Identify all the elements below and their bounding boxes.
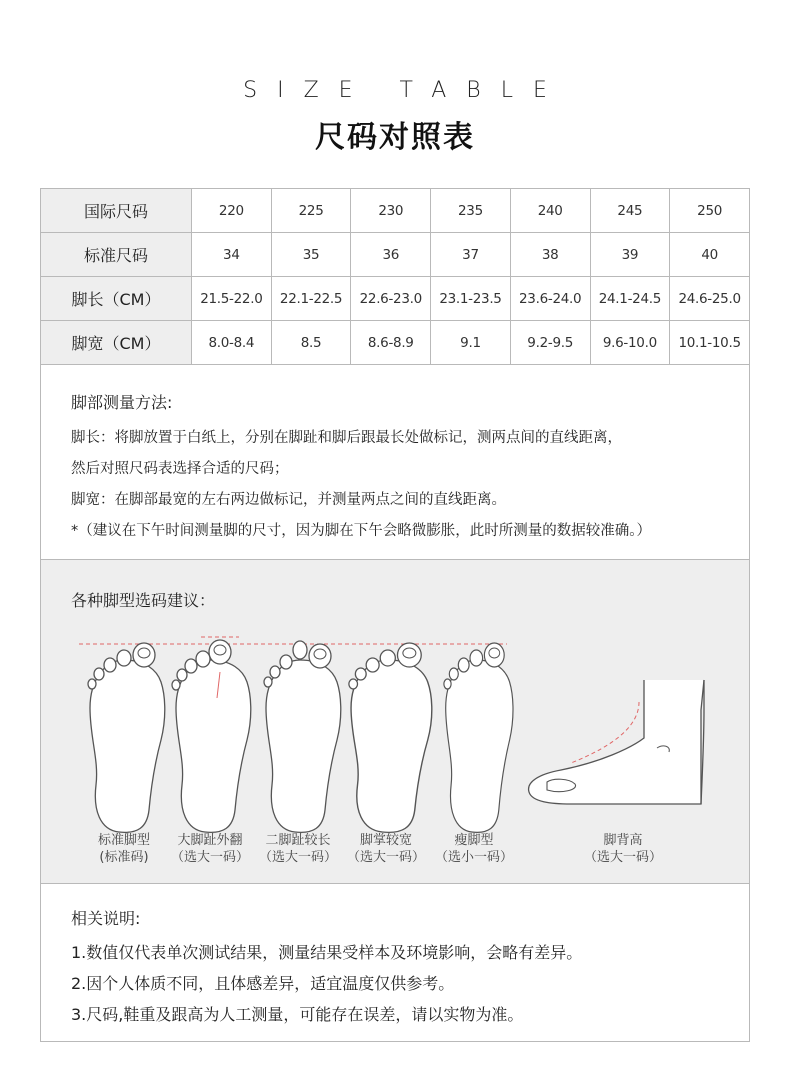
table-cell: 24.6-25.0 [670,277,750,321]
foot-type-advice: （选小一码） [434,850,514,865]
foot-type-name: 大脚趾外翻 [177,833,243,848]
note-line: 2.因个人体质不同，且体感差异，适宜温度仅供参考。 [71,974,455,993]
note-line: 1.数值仅代表单次测试结果，测量结果受样本及环境影响，会略有差异。 [71,943,583,962]
table-cell: 245 [590,189,670,233]
measurement-line: 脚宽：在脚部最宽的左右两边做标记，并测量两点之间的直线距离。 [71,492,506,508]
table-cell: 8.0-8.4 [192,321,272,365]
foot-type-name: 标准脚型 [97,833,151,848]
table-cell: 9.6-10.0 [590,321,670,365]
table-cell: 10.1-10.5 [670,321,750,365]
foot-type-advice: （选大一码） [346,850,426,865]
table-cell: 21.5-22.0 [192,277,272,321]
table-cell: 37 [431,233,511,277]
table-cell: 36 [351,233,431,277]
row-label: 国际尺码 [41,189,192,233]
foot-types-title: 各种脚型选码建议： [71,591,216,610]
foot-type-name: 脚掌较宽 [359,833,413,848]
notes-title: 相关说明: [71,909,141,928]
table-cell: 235 [431,189,511,233]
measurement-line: *（建议在下午时间测量脚的尺寸，因为脚在下午会略微膨胀，此时所测量的数据较准确。） [71,523,651,539]
table-cell: 34 [192,233,272,277]
foot-type-name: 二脚趾较长 [265,833,331,848]
foot-type-advice: （选大一码） [170,850,250,865]
table-cell: 22.1-22.5 [271,277,351,321]
row-label: 脚宽（CM） [41,321,192,365]
table-cell: 9.1 [431,321,511,365]
title-english: SIZE TABLE [243,78,567,103]
table-cell: 9.2-9.5 [510,321,590,365]
table-cell: 24.1-24.5 [590,277,670,321]
measurement-line: 脚长：将脚放置于白纸上，分别在脚趾和脚后跟最长处做标记，测两点间的直线距离， [71,430,622,446]
table-cell: 250 [670,189,750,233]
table-cell: 220 [192,189,272,233]
row-label: 脚长（CM） [41,277,192,321]
table-cell: 38 [510,233,590,277]
table-cell: 225 [271,189,351,233]
table-cell: 23.1-23.5 [431,277,511,321]
measurement-title: 脚部测量方法: [71,393,173,412]
content-frame [40,188,750,1042]
table-cell: 23.6-24.0 [510,277,590,321]
note-line: 3.尺码,鞋重及跟高为人工测量，可能存在误差，请以实物为准。 [71,1005,524,1024]
measurement-line: 然后对照尺码表选择合适的尺码； [71,461,289,477]
table-cell: 230 [351,189,431,233]
table-cell: 22.6-23.0 [351,277,431,321]
table-cell: 39 [590,233,670,277]
foot-type-advice: （选大一码） [258,850,338,865]
table-cell: 240 [510,189,590,233]
row-label: 标准尺码 [41,233,192,277]
table-cell: 40 [670,233,750,277]
table-cell: 8.5 [271,321,351,365]
foot-type-advice: (标准码) [99,850,149,865]
foot-type-advice: （选大一码） [583,850,663,865]
table-cell: 35 [271,233,351,277]
foot-type-name: 瘦脚型 [454,833,494,848]
title-chinese: 尺码对照表 [315,120,475,155]
foot-type-name: 脚背高 [603,833,643,848]
table-cell: 8.6-8.9 [351,321,431,365]
